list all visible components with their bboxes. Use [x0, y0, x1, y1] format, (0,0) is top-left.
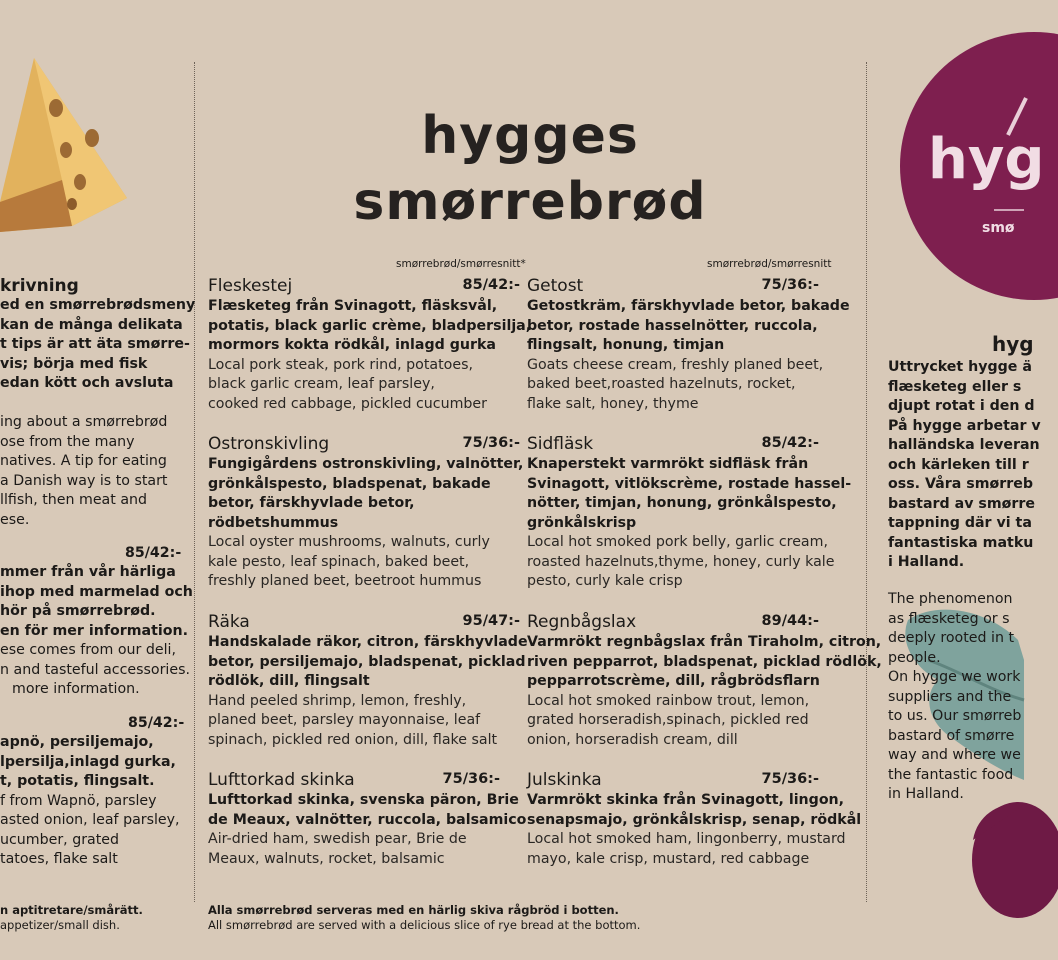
dish-desc-en: mayo, kale crisp, mustard, red cabbage	[527, 850, 810, 867]
left-panel-text-en: ing about a smørrebrød	[0, 414, 168, 430]
right-panel-text-sv: och kärleken till r	[888, 456, 1029, 473]
dish-desc-sv: Handskalade räkor, citron, färskhyvlade	[208, 634, 528, 650]
page-title-line1: hygges	[421, 106, 639, 166]
dish-desc-en: black garlic cream, leaf parsley,	[208, 376, 435, 392]
right-panel-text-en: the fantastic food	[888, 766, 1014, 783]
dish-sidflask	[527, 433, 852, 592]
right-panel-text-en: as flæsketeg or s	[888, 610, 1010, 627]
left-panel-text-en: natives. A tip for eating	[0, 453, 167, 469]
dish-desc-en: Local pork steak, pork rind, potatoes,	[208, 356, 473, 373]
left-panel-text-sv: kan de många delikata	[0, 316, 183, 333]
left-item2-text-sv: apnö, persiljemajo,	[0, 734, 154, 750]
right-panel-text-sv: tappning där vi ta	[888, 515, 1032, 531]
dish-desc-sv: senapsmajo, grönkålskrisp, senap, rödkål	[527, 811, 862, 828]
dish-desc-en: roasted hazelnuts,thyme, honey, curly kale	[527, 553, 835, 570]
right-panel-text-sv: halländska leveran	[888, 437, 1040, 453]
left-panel-text-sv: t tips är att äta smørre-	[0, 336, 190, 352]
dish-name: Räka	[208, 612, 250, 632]
left-item2-text-en: f from Wapnö, parsley	[0, 792, 157, 809]
right-panel-text-sv: Uttrycket hygge ä	[888, 359, 1032, 375]
dish-name: Regnbågslax	[527, 612, 637, 632]
dish-desc-en: flake salt, honey, thyme	[527, 395, 699, 412]
dish-desc-sv: nötter, timjan, honung, grönkålspesto,	[527, 495, 837, 511]
right-panel-text-sv: bastard av smørre	[888, 495, 1035, 512]
right-panel-text-en: to us. Our smørreb	[888, 708, 1022, 724]
right-panel-text-sv: oss. Våra smørreb	[888, 476, 1033, 492]
right-panel-text-en: in Halland.	[888, 786, 964, 802]
left-item1-price: 85/42:-	[125, 545, 182, 561]
logo-subtext: smø	[982, 220, 1015, 236]
right-panel	[868, 0, 1045, 960]
dish-desc-en: kale pesto, leaf spinach, baked beet,	[208, 553, 470, 570]
dish-desc-sv: Svinagott, vitlökscrème, rostade hassel-	[527, 475, 852, 492]
dish-desc-en: cooked red cabbage, pickled cucumber	[208, 395, 487, 412]
dish-desc-sv: de Meaux, valnötter, ruccola, balsamico	[208, 811, 527, 828]
dish-price: 95/47:-	[462, 613, 520, 629]
left-panel-text-en: a Danish way is to start	[0, 472, 168, 489]
dish-name: Getost	[527, 276, 584, 296]
right-panel-text-sv: flæsketeg eller s	[888, 378, 1022, 395]
dish-desc-en: Hand peeled shrimp, lemon, freshly,	[208, 692, 467, 709]
left-panel	[0, 270, 196, 940]
dish-desc-sv: Getostkräm, färskhyvlade betor, bakade	[527, 298, 850, 314]
left-item1-text-en: n and tasteful accessories.	[0, 661, 190, 678]
right-panel-text-en: On hygge we work	[888, 669, 1021, 685]
dish-desc-sv: flingsalt, honung, timjan	[527, 337, 725, 353]
left-item1-text-en: more information.	[12, 681, 140, 697]
dish-price: 85/42:-	[462, 277, 520, 293]
left-panel-text-en: llfish, then meat and	[0, 492, 148, 508]
left-item2-text-sv: t, potatis, flingsalt.	[0, 773, 155, 789]
dish-name: Fleskestej	[208, 276, 293, 296]
dish-price: 75/36:-	[462, 435, 520, 451]
right-panel-text-en: bastard of smørre	[888, 727, 1015, 744]
dish-price: 89/44:-	[761, 613, 819, 629]
dish-desc-en: Goats cheese cream, freshly planed beet,	[527, 356, 824, 373]
dish-desc-sv: Fungigårdens ostronskivling, valnötter,	[208, 456, 524, 472]
left-footer-sv: n aptitretare/smårätt.	[0, 903, 143, 917]
footer-note-sv: Alla smørrebrød serveras med en härlig skiva rågbröd i botten.	[208, 903, 619, 917]
left-item2-text-en: tatoes, flake salt	[0, 851, 118, 867]
right-panel-text-sv: i Halland.	[888, 554, 965, 570]
left-item1-text-sv: ihop med marmelad och	[0, 583, 193, 600]
dish-desc-en: Meaux, walnuts, rocket, balsamic	[208, 850, 445, 867]
right-panel-text-en: way and where we	[888, 747, 1021, 763]
right-panel-text-en: deeply rooted in t	[888, 630, 1015, 646]
dish-getost	[527, 275, 850, 414]
footer-note-en: All smørrebrød are served with a delicious slice of rye bread at the bottom.	[208, 918, 641, 932]
dish-desc-sv: grönkålskrisp	[527, 514, 637, 531]
dish-desc-sv: betor, rostade hasselnötter, ruccola,	[527, 317, 818, 334]
left-item2-text-sv: lpersilja,inlagd gurka,	[0, 753, 176, 770]
dish-desc-en: Local hot smoked pork belly, garlic cream,	[527, 534, 828, 550]
left-panel-text-en: ese.	[0, 511, 30, 528]
dish-desc-en: Local oyster mushrooms, walnuts, curly	[208, 534, 490, 550]
dish-desc-en: Air-dried ham, swedish pear, Brie de	[208, 831, 467, 847]
left-panel-text-sv: ed en smørrebrødsmeny	[0, 297, 196, 313]
left-panel-heading: krivning	[0, 276, 79, 296]
dish-name: Lufttorkad skinka	[208, 770, 355, 790]
dish-desc-sv: Varmrökt skinka från Svinagott, lingon,	[527, 792, 845, 808]
dish-desc-sv: Lufttorkad skinka, svenska päron, Brie	[208, 792, 519, 808]
left-footer-en: appetizer/small dish.	[0, 918, 120, 932]
dish-desc-en: spinach, pickled red onion, dill, flake salt	[208, 731, 498, 748]
dish-desc-sv: betor, färskhyvlade betor,	[208, 495, 415, 511]
dish-desc-sv: rödlök, dill, flingsalt	[208, 673, 370, 689]
dish-desc-sv: rödbetshummus	[208, 514, 339, 531]
dish-desc-sv: riven pepparrot, bladspenat, picklad rödlök,	[527, 653, 882, 670]
dish-name: Sidfläsk	[527, 434, 594, 454]
dish-desc-sv: grönkålspesto, bladspenat, bakade	[208, 475, 491, 492]
dish-desc-en: Local hot smoked ham, lingonberry, mustard	[527, 831, 846, 847]
dish-desc-en: grated horseradish,spinach, pickled red	[527, 712, 809, 728]
dish-desc-sv: Varmrökt regnbågslax från Tiraholm, citron,	[527, 634, 882, 650]
dish-lufttorkad-skinka	[208, 769, 527, 869]
left-panel-text-sv: edan kött och avsluta	[0, 375, 174, 391]
dish-desc-en: Local hot smoked rainbow trout, lemon,	[527, 692, 810, 709]
dish-desc-en: planed beet, parsley mayonnaise, leaf	[208, 712, 481, 728]
column-header-left: smørrebrød/smørresnitt*	[396, 258, 526, 270]
dish-raka	[208, 611, 528, 750]
left-item1-text-sv: mmer från vår härliga	[0, 564, 176, 580]
right-panel-text-en: people.	[888, 649, 941, 666]
right-panel-text-en: The phenomenon	[888, 591, 1013, 607]
left-item1-text-en: ese comes from our deli,	[0, 642, 176, 658]
dish-desc-sv: mormors kokta rödkål, inlagd gurka	[208, 337, 496, 353]
left-item1-text-sv: en för mer information.	[0, 622, 188, 639]
dish-desc-sv: potatis, black garlic crème, bladpersilja,	[208, 317, 532, 334]
dish-desc-en: onion, horseradish cream, dill	[527, 731, 738, 748]
dish-desc-en: freshly planed beet, beetroot hummus	[208, 573, 482, 589]
right-panel-text-sv: fantastiska matku	[888, 534, 1034, 551]
divider-left	[194, 62, 195, 902]
dish-fleskestej	[208, 275, 532, 414]
left-item1-text-sv: hör på smørrebrød.	[0, 603, 156, 619]
dish-price: 75/36:-	[761, 277, 819, 293]
dish-desc-sv: pepparrotscrème, dill, rågbrödsflarn	[527, 673, 820, 689]
dish-price: 75/36:-	[761, 771, 819, 787]
dish-desc-en: pesto, curly kale crisp	[527, 573, 683, 589]
dish-desc-en: baked beet,roasted hazelnuts, rocket,	[527, 376, 796, 392]
column-header-right: smørrebrød/smørresnitt	[707, 258, 832, 270]
right-panel-text-sv: På hygge arbetar v	[888, 417, 1041, 434]
logo-wordmark: hyg	[928, 127, 1045, 192]
right-panel-text-en: suppliers and the	[888, 688, 1012, 705]
left-item2-text-en: ucumber, grated	[0, 831, 120, 848]
dish-julskinka	[527, 769, 862, 869]
right-panel-text-sv: djupt rotat i den d	[888, 398, 1035, 414]
left-item2-price: 85/42:-	[128, 715, 185, 731]
dish-price: 75/36:-	[442, 771, 500, 787]
cheese-illustration-icon	[0, 52, 135, 232]
page-title-line2: smørrebrød	[353, 172, 707, 232]
dish-regnbagslax	[527, 611, 882, 750]
dish-name: Ostronskivling	[208, 434, 330, 454]
dish-price: 85/42:-	[761, 435, 819, 451]
dish-ostronskivling	[208, 433, 524, 592]
dish-desc-sv: betor, persiljemajo, bladspenat, picklad	[208, 653, 526, 670]
right-panel-heading: hyg	[992, 332, 1034, 356]
dish-name: Julskinka	[527, 770, 602, 790]
left-panel-text-sv: vis; börja med fisk	[0, 355, 148, 372]
dish-desc-sv: Knaperstekt varmrökt sidfläsk från	[527, 456, 809, 472]
divider-right	[866, 62, 867, 902]
dish-desc-sv: Flæsketeg från Svinagott, fläsksvål,	[208, 298, 498, 314]
left-item2-text-en: asted onion, leaf parsley,	[0, 812, 180, 828]
left-panel-text-en: ose from the many	[0, 433, 135, 450]
